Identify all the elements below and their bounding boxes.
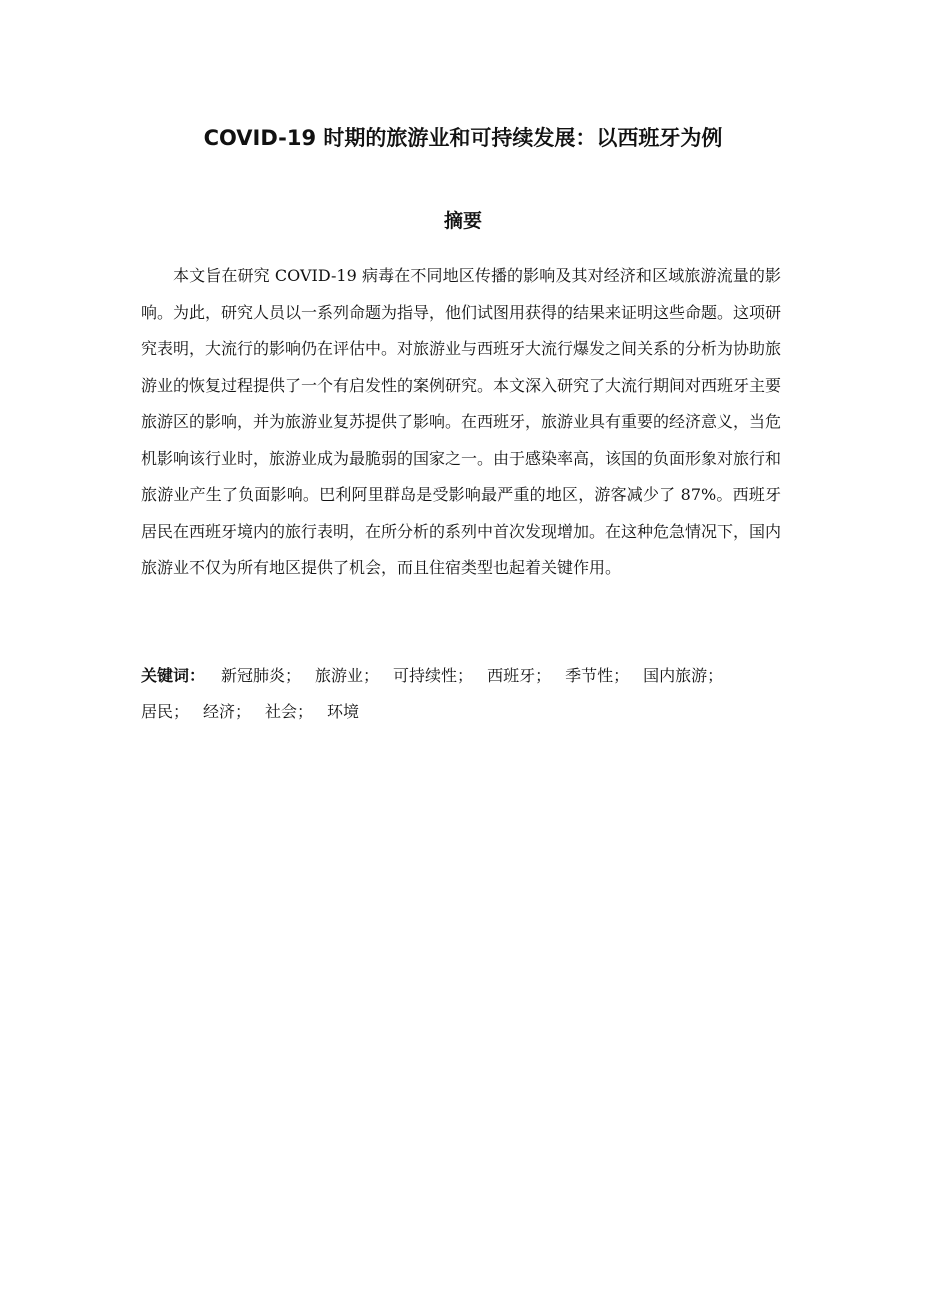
keyword-item: 国内旅游； bbox=[643, 666, 724, 685]
keyword-item: 旅游业； bbox=[315, 666, 380, 685]
keyword-item: 经济； bbox=[203, 702, 252, 721]
abstract-heading: 摘要 bbox=[443, 210, 482, 232]
paper-title: COVID-19 时期的旅游业和可持续发展：以西班牙为例 bbox=[203, 126, 723, 150]
keyword-item: 可持续性； bbox=[393, 666, 474, 685]
keyword-item: 新冠肺炎； bbox=[221, 666, 302, 685]
keyword-item: 西班牙； bbox=[487, 666, 552, 685]
keywords-label: 关键词： bbox=[141, 666, 206, 685]
keyword-item: 社会； bbox=[265, 702, 314, 721]
keywords-line bbox=[141, 658, 751, 730]
keyword-item: 居民； bbox=[141, 702, 190, 721]
keyword-item: 季节性； bbox=[565, 666, 630, 685]
abstract-paragraph: 本文旨在研究 COVID-19 病毒在不同地区传播的影响及其对经济和区域旅游流量的影响。为此，研究人员以一系列命题为指导，他们试图用获得的结果来证明这些命题。这项研究表明，大流行的影响仍在评估中。对旅游业与西班牙大流行爆发之间关系的分析为协助旅游业的恢复过程提供了一个有启发性的案例研究。本文深入研究了大流行期间对西班牙主要旅游区的影响，并为旅游业复苏提供了影响。在西班牙，旅游业具有重要的经济意义，当危机影响该行业时，旅游业成为最脆弱的国家之一。由于感染率高，该国的负面形象对旅行和旅游业产生了负面影响。巴利阿里群岛是受影响最严重的地区，游客减少了 87%。西班牙居民在西班牙境内的旅行表明，在所分析的系列中首次发现增加。在这种危急情况下，国内旅游业不仅为所有地区提供了机会，而且住宿类型也起着关键作用。 bbox=[141, 266, 782, 577]
keyword-item: 环境 bbox=[327, 702, 360, 721]
